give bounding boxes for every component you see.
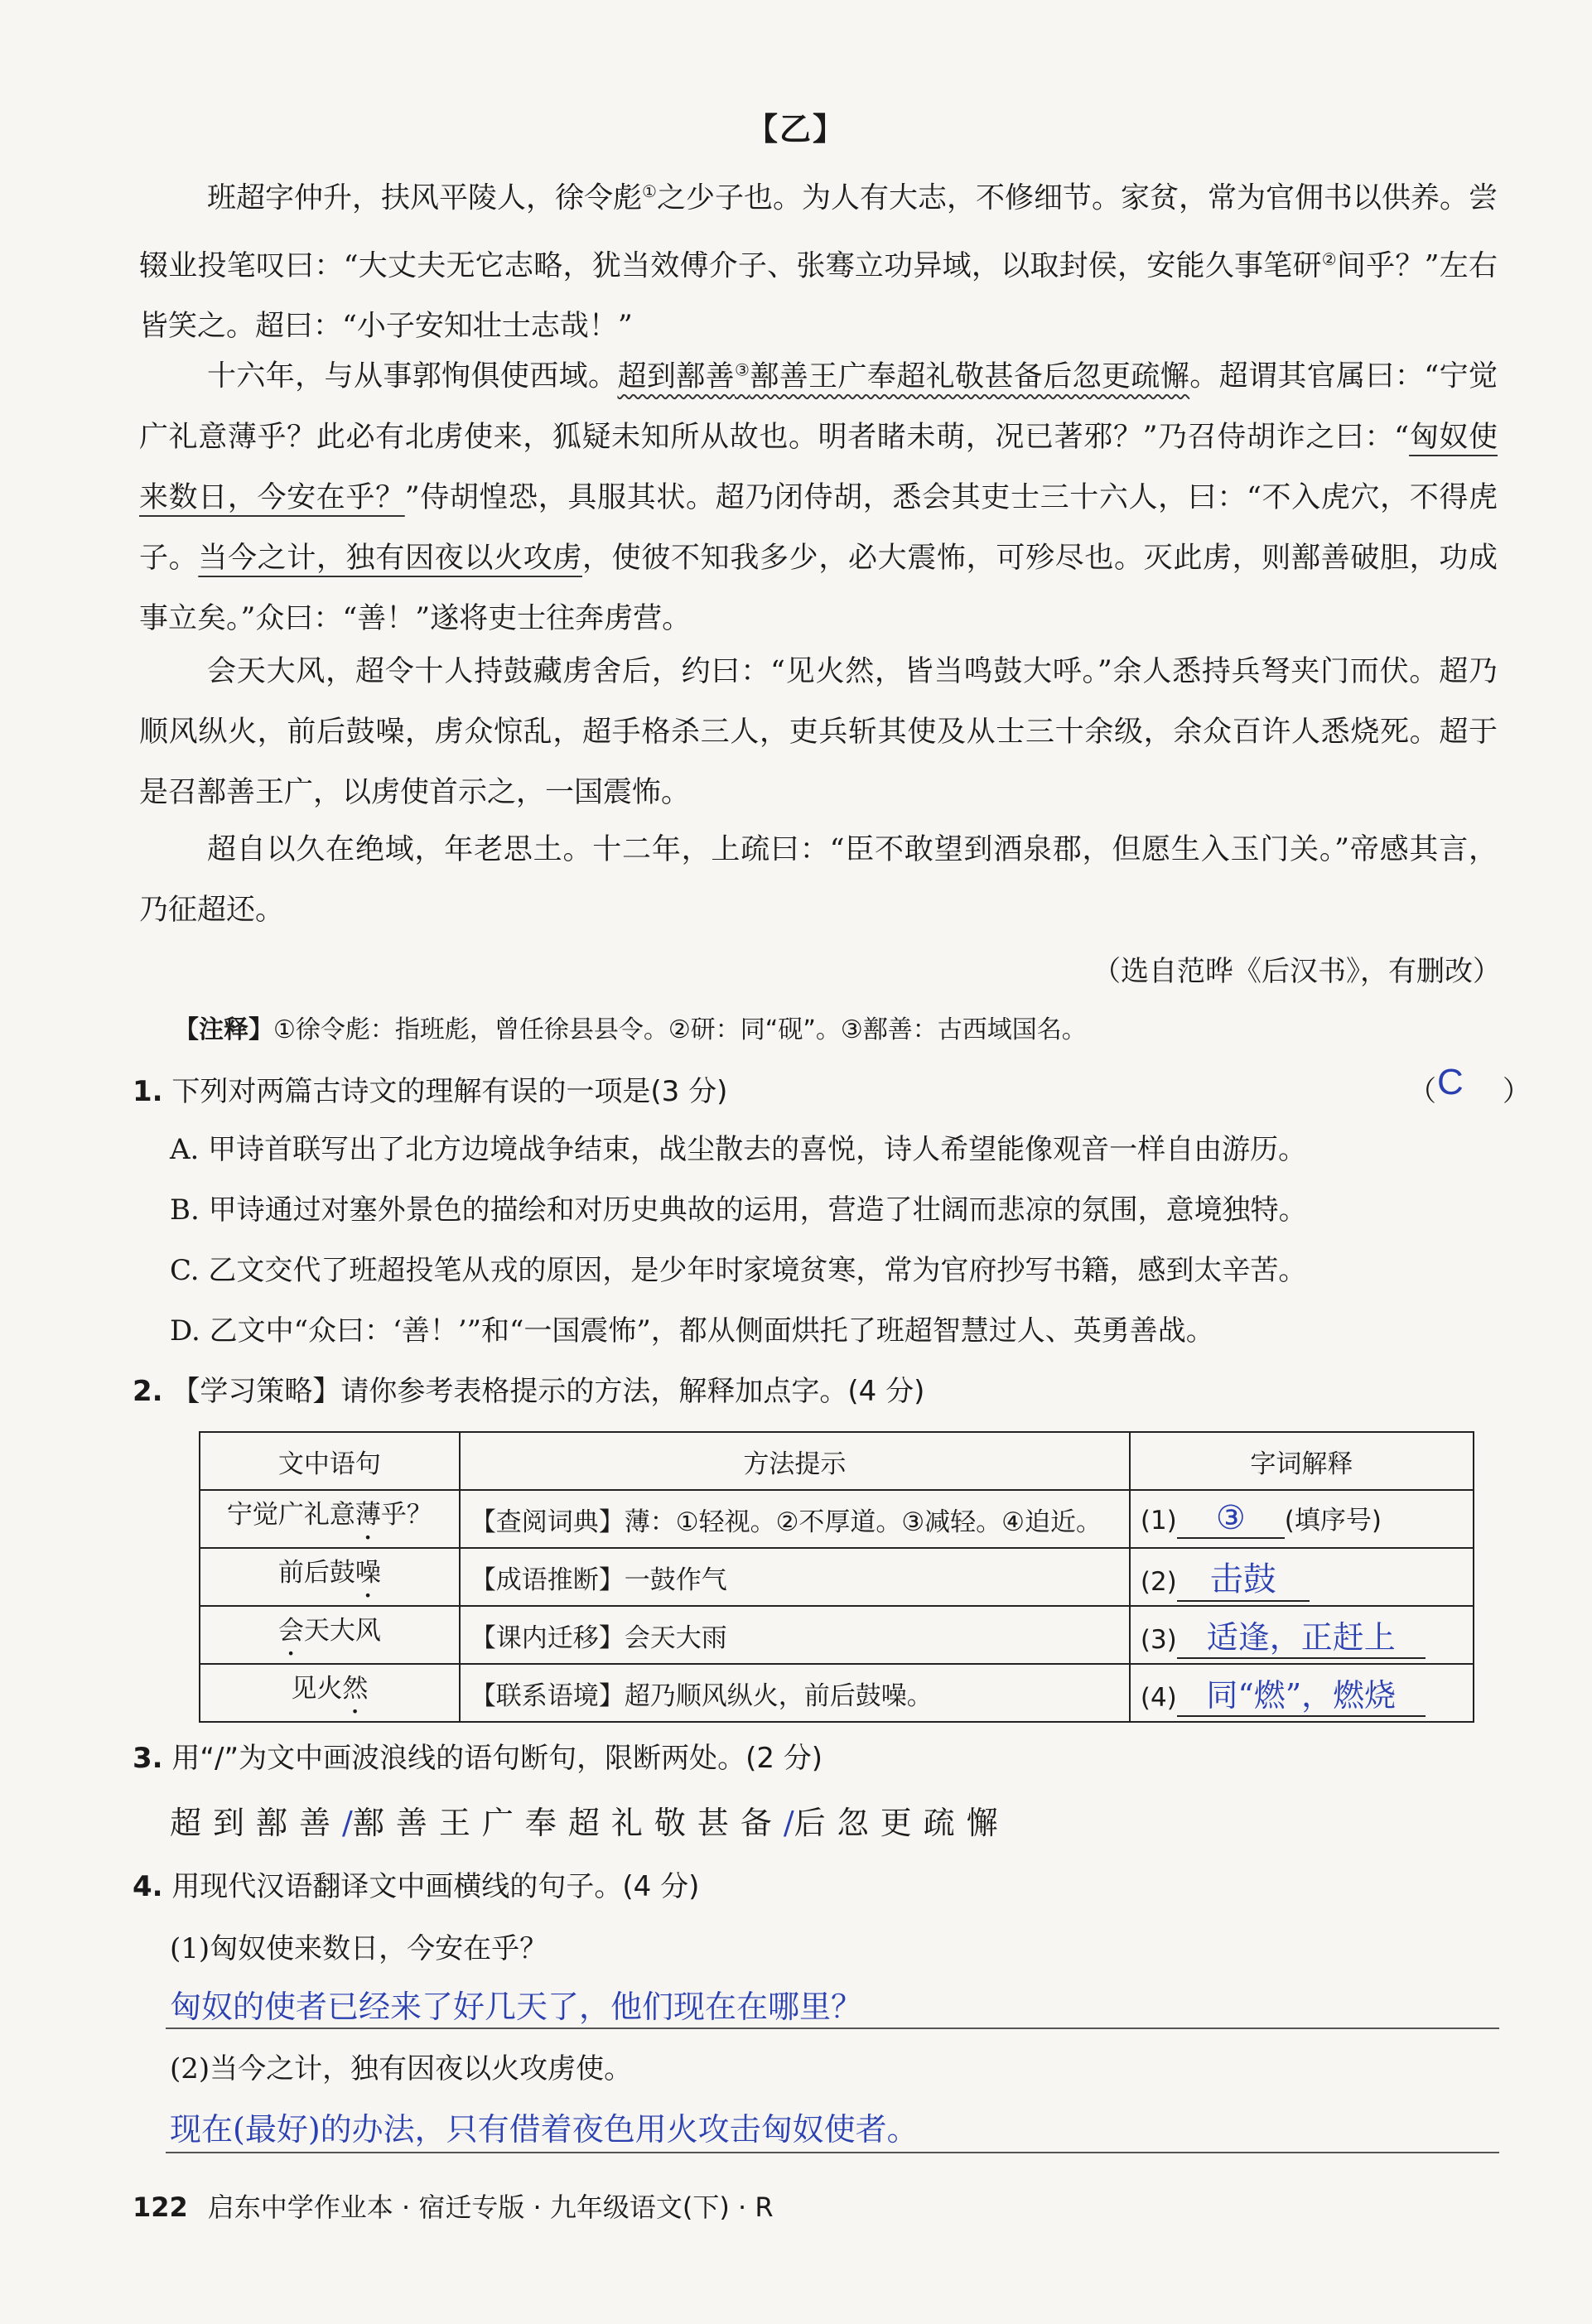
page-footer — [133, 2187, 774, 2225]
answer-line-1 — [166, 2027, 1499, 2029]
translate-sentence-2: (2)当今之计，独有因夜以火攻虏使。 — [170, 2052, 633, 2085]
answer-cell: (3) 适逢，正赶上 — [1130, 1606, 1474, 1664]
translation-answer-1: 匈奴的使者已经来了好几天了，他们现在在哪里？ — [170, 1989, 863, 2025]
book-title: 启东中学作业本 · 宿迁专版 · 九年级语文(下) · R — [207, 2191, 774, 2223]
underlined-sentence-2: 当今之计，独有因夜以火攻虏 — [198, 541, 582, 575]
wavy-underlined-sentence: 超到鄯善③鄯善王广奉超礼敬甚备后忽更疏懈 — [617, 359, 1190, 393]
header-explanation: 字词解释 — [1130, 1432, 1474, 1490]
passage-paragraph-2: 十六年，与从事郭恂俱使西域。超到鄯善③鄯善王广奉超礼敬甚备后忽更疏懈。超谓其官属曰：“宁觉广礼意薄乎？此必有北虏使来，狐疑未知所从故也。明者睹未萌，况已著邪？”乃召侍胡诈之曰：“匈奴使来数日，今安在乎？”侍胡惶恐，具服其状。超乃闭侍胡，悉会其吏士三十六人，曰：“不入虎穴，不得虎子。当今之计，独有因夜以火攻虏，使彼不知我多少，必大震怖，可殄尽也。灭此虏，则鄯善破胆，功成事立矣。”众曰：“善！”遂将吏士往奔虏营。 — [139, 359, 1498, 635]
table-row — [200, 1606, 1474, 1664]
option-c: C. 乙文交代了班超投笔从戎的原因，是少年时家境贫寒，常为官府抄写书籍，感到太辛苦。 — [170, 1254, 1307, 1287]
table-header-row — [200, 1432, 1474, 1490]
header-sentence: 文中语句 — [200, 1432, 460, 1490]
answer-cell: (2) 击鼓 — [1130, 1548, 1474, 1606]
option-a: A. 甲诗首联写出了北方边境战争结束，战尘散去的喜悦，诗人希望能像观音一样自由游历。 — [170, 1133, 1307, 1166]
sentence-cell: 宁觉广礼意薄乎？ — [200, 1490, 460, 1548]
vocab-table — [199, 1431, 1474, 1723]
passage-paragraph-3: 会天大风，超令十人持鼓藏虏舍后，约曰：“见火然，皆当鸣鼓大呼。”余人悉持兵弩夹门而伏。超乃顺风纵火，前后鼓噪，虏众惊乱，超手格杀三人，吏兵斩其使及从士三十余级，余众百许人悉烧死。超于是召鄯善王广，以虏使首示之，一国震怖。 — [139, 655, 1498, 809]
answer-line-2 — [166, 2152, 1499, 2153]
table-row — [200, 1664, 1474, 1722]
option-b: B. 甲诗通过对塞外景色的描绘和对历史典故的运用，营造了壮阔而悲凉的氛围，意境独特。 — [170, 1193, 1307, 1227]
answer-cell: (1) ③ (填序号) — [1130, 1490, 1474, 1548]
translate-sentence-1: (1)匈奴使来数日，今安在乎？ — [170, 1932, 548, 1965]
sentence-division-answer: 超到鄯善/鄯善王广奉超礼敬甚备/后忽更疏懈 — [170, 1805, 1010, 1841]
question-2: 2. 【学习策略】请你参考表格提示的方法，解释加点字。(4 分) — [133, 1375, 925, 1408]
method-cell: 【查阅词典】薄：①轻视。②不厚道。③减轻。④迫近。 — [460, 1490, 1130, 1548]
option-d: D. 乙文中“众曰：‘善！’”和“一国震怖”，都从侧面烘托了班超智慧过人、英勇善战。 — [170, 1314, 1214, 1348]
sentence-cell: 前后鼓噪 — [200, 1548, 460, 1606]
annotation-note: 【注释】①徐令彪：指班彪，曾任徐县县令。②研：同“砚”。③鄯善：古西域国名。 — [174, 1015, 1087, 1044]
passage-paragraph-1: 班超字仲升，扶风平陵人，徐令彪①之少子也。为人有大志，不修细节。家贫，常为官佣书以供养。尝辍业投笔叹曰：“大丈夫无它志略，犹当效傅介子、张骞立功异域，以取封侯，安能久事笔研②间乎？”左右皆笑之。超曰：“小子安知壮士志哉！” — [139, 181, 1498, 344]
translation-answer-2: 现在(最好)的办法，只有借着夜色用火攻击匈奴使者。 — [170, 2111, 919, 2148]
question-3: 3. 用“/”为文中画波浪线的语句断句，限断两处。(2 分) — [133, 1742, 823, 1775]
method-cell: 【成语推断】一鼓作气 — [460, 1548, 1130, 1606]
question-1: 1. 下列对两篇古诗文的理解有误的一项是(3 分) — [133, 1075, 728, 1108]
sentence-cell: 见火然 — [200, 1664, 460, 1722]
source-citation: （选自范晔《后汉书》，有删改） — [1093, 955, 1501, 988]
page-number: 122 — [133, 2191, 188, 2223]
answer-paren: （ ） — [1408, 1075, 1531, 1108]
question-4: 4. 用现代汉语翻译文中画横线的句子。(4 分) — [133, 1870, 700, 1903]
method-cell: 【联系语境】超乃顺风纵火，前后鼓噪。 — [460, 1664, 1130, 1722]
answer-handwritten-c: C — [1437, 1062, 1464, 1102]
table-row — [200, 1548, 1474, 1606]
passage-paragraph-4: 超自以久在绝域，年老思土。十二年，上疏曰：“臣不敢望到酒泉郡，但愿生入玉门关。”帝感其言，乃征超还。 — [139, 833, 1498, 927]
header-method: 方法提示 — [460, 1432, 1130, 1490]
answer-cell: (4) 同“燃”，燃烧 — [1130, 1664, 1474, 1722]
section-title: 【乙】 — [745, 110, 846, 147]
table-row — [200, 1490, 1474, 1548]
underlined-sentence-1: 匈奴使来数日，今安在乎？ — [139, 420, 1498, 514]
sentence-cell: 会天大风 — [200, 1606, 460, 1664]
method-cell: 【课内迁移】会天大雨 — [460, 1606, 1130, 1664]
